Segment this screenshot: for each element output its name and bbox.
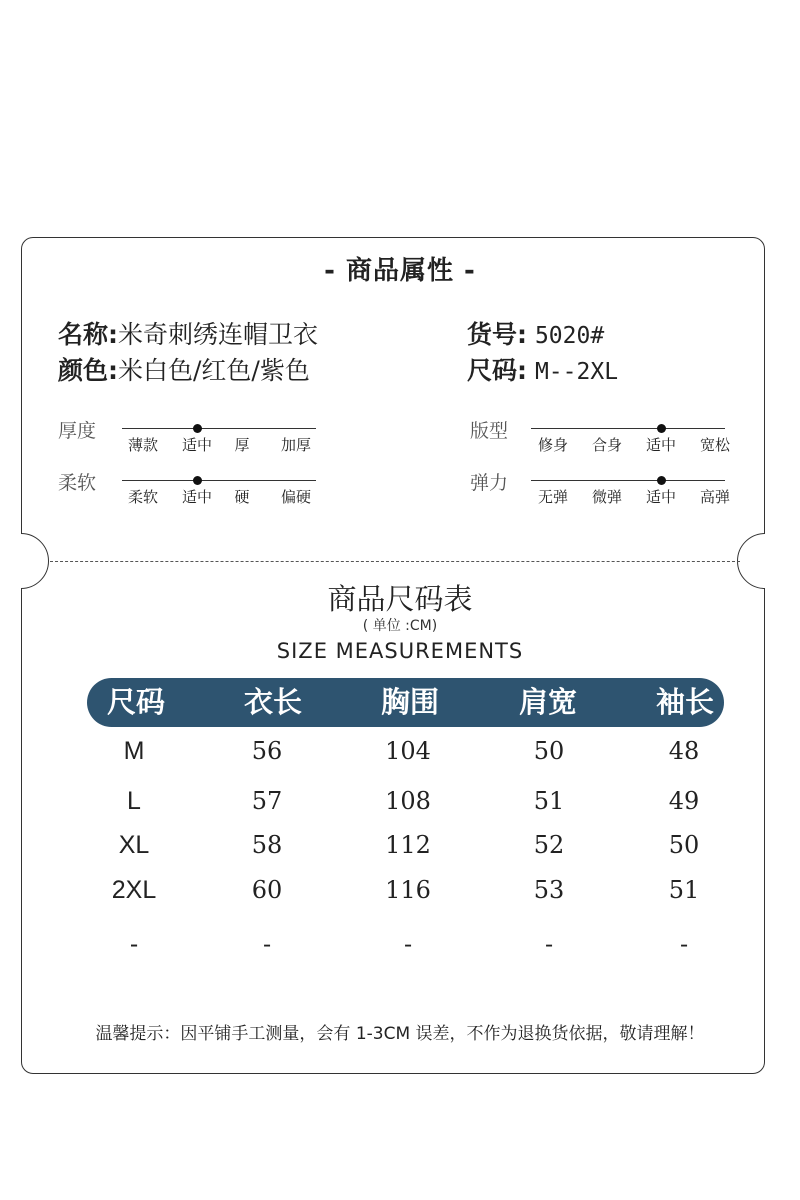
- measurement-cell: 108: [385, 787, 431, 815]
- product-name-row: [58, 315, 318, 351]
- scale-option: 无弹: [537, 488, 569, 506]
- scale-option: 适中: [645, 488, 677, 506]
- scale-label: 版型: [470, 420, 509, 442]
- size-cell: L: [127, 787, 141, 815]
- attributes-title: - 商品属性 -: [324, 256, 476, 286]
- scale-marker: [193, 476, 202, 485]
- product-size-row: [467, 351, 618, 387]
- product-color-row: [58, 351, 310, 387]
- measurement-cell: 52: [533, 831, 565, 859]
- size-chart-subtitle: SIZE MEASUREMENTS: [276, 639, 524, 663]
- measurement-cell: 112: [385, 831, 431, 859]
- measurement-cell: -: [544, 930, 554, 958]
- scale-label: 厚度: [58, 420, 97, 442]
- measurement-cell: 51: [668, 876, 700, 904]
- measurement-cell: -: [679, 930, 689, 958]
- product-sku-row: [467, 315, 604, 351]
- header-sleeve: 袖长: [655, 685, 715, 719]
- scale-option: 宽松: [699, 436, 731, 454]
- measurement-cell: 51: [533, 787, 565, 815]
- dashed-divider: [50, 561, 740, 562]
- scale-line: [122, 480, 316, 481]
- name-value: 米奇刺绣连帽卫衣: [118, 320, 319, 349]
- scale-line: [531, 428, 725, 429]
- header-length: 衣长: [243, 685, 303, 719]
- measurement-cell: 60: [251, 876, 283, 904]
- header-size: 尺码: [106, 685, 166, 719]
- size-cell: XL: [118, 831, 150, 859]
- measurement-notice: 温馨提示：因平铺手工测量，会有 1-3CM 误差，不作为退换货依据，敬请理解！: [95, 1024, 705, 1044]
- measurement-cell: 116: [385, 876, 431, 904]
- header-shoulder: 肩宽: [518, 685, 578, 719]
- scale-option: 硬: [234, 488, 250, 506]
- scale-option: 合身: [591, 436, 623, 454]
- size-label: 尺码:: [467, 356, 527, 385]
- scale-label: 弹力: [470, 472, 509, 494]
- scale-option: 薄款: [127, 436, 159, 454]
- measurement-cell: 57: [251, 787, 283, 815]
- scale-option: 偏硬: [280, 488, 312, 506]
- measurement-cell: 104: [385, 737, 431, 765]
- scale-marker: [657, 476, 666, 485]
- measurement-cell: 50: [668, 831, 700, 859]
- scale-marker: [193, 424, 202, 433]
- measurement-cell: 49: [668, 787, 700, 815]
- sku-label: 货号:: [467, 320, 527, 349]
- measurement-cell: -: [262, 930, 272, 958]
- size-cell: -: [129, 930, 139, 958]
- scale-option: 加厚: [280, 436, 312, 454]
- scale-option: 微弹: [591, 488, 623, 506]
- measurement-cell: 48: [668, 737, 700, 765]
- size-cell: 2XL: [111, 876, 157, 904]
- scale-option: 柔软: [127, 488, 159, 506]
- scale-marker: [657, 424, 666, 433]
- size-value: M--2XL: [534, 359, 619, 385]
- scale-line: [122, 428, 316, 429]
- color-value: 米白色/红色/紫色: [118, 356, 310, 385]
- measurement-cell: 53: [533, 876, 565, 904]
- measurement-cell: 56: [251, 737, 283, 765]
- size-table-header: [87, 678, 724, 727]
- scale-option: 修身: [537, 436, 569, 454]
- measurement-cell: 50: [533, 737, 565, 765]
- measurement-cell: 58: [251, 831, 283, 859]
- scale-option: 适中: [181, 488, 213, 506]
- scale-option: 厚: [234, 436, 250, 454]
- size-chart-unit: ( 单位 :CM): [362, 618, 438, 634]
- color-label: 颜色:: [58, 356, 118, 385]
- scale-label: 柔软: [58, 472, 97, 494]
- size-chart-title: 商品尺码表: [327, 582, 473, 616]
- header-chest: 胸围: [380, 685, 440, 719]
- scale-line: [531, 480, 725, 481]
- name-label: 名称:: [58, 320, 118, 349]
- scale-option: 高弹: [699, 488, 731, 506]
- scale-option: 适中: [645, 436, 677, 454]
- measurement-cell: -: [403, 930, 413, 958]
- sku-value: 5020#: [534, 323, 605, 349]
- size-cell: M: [123, 737, 145, 765]
- scale-option: 适中: [181, 436, 213, 454]
